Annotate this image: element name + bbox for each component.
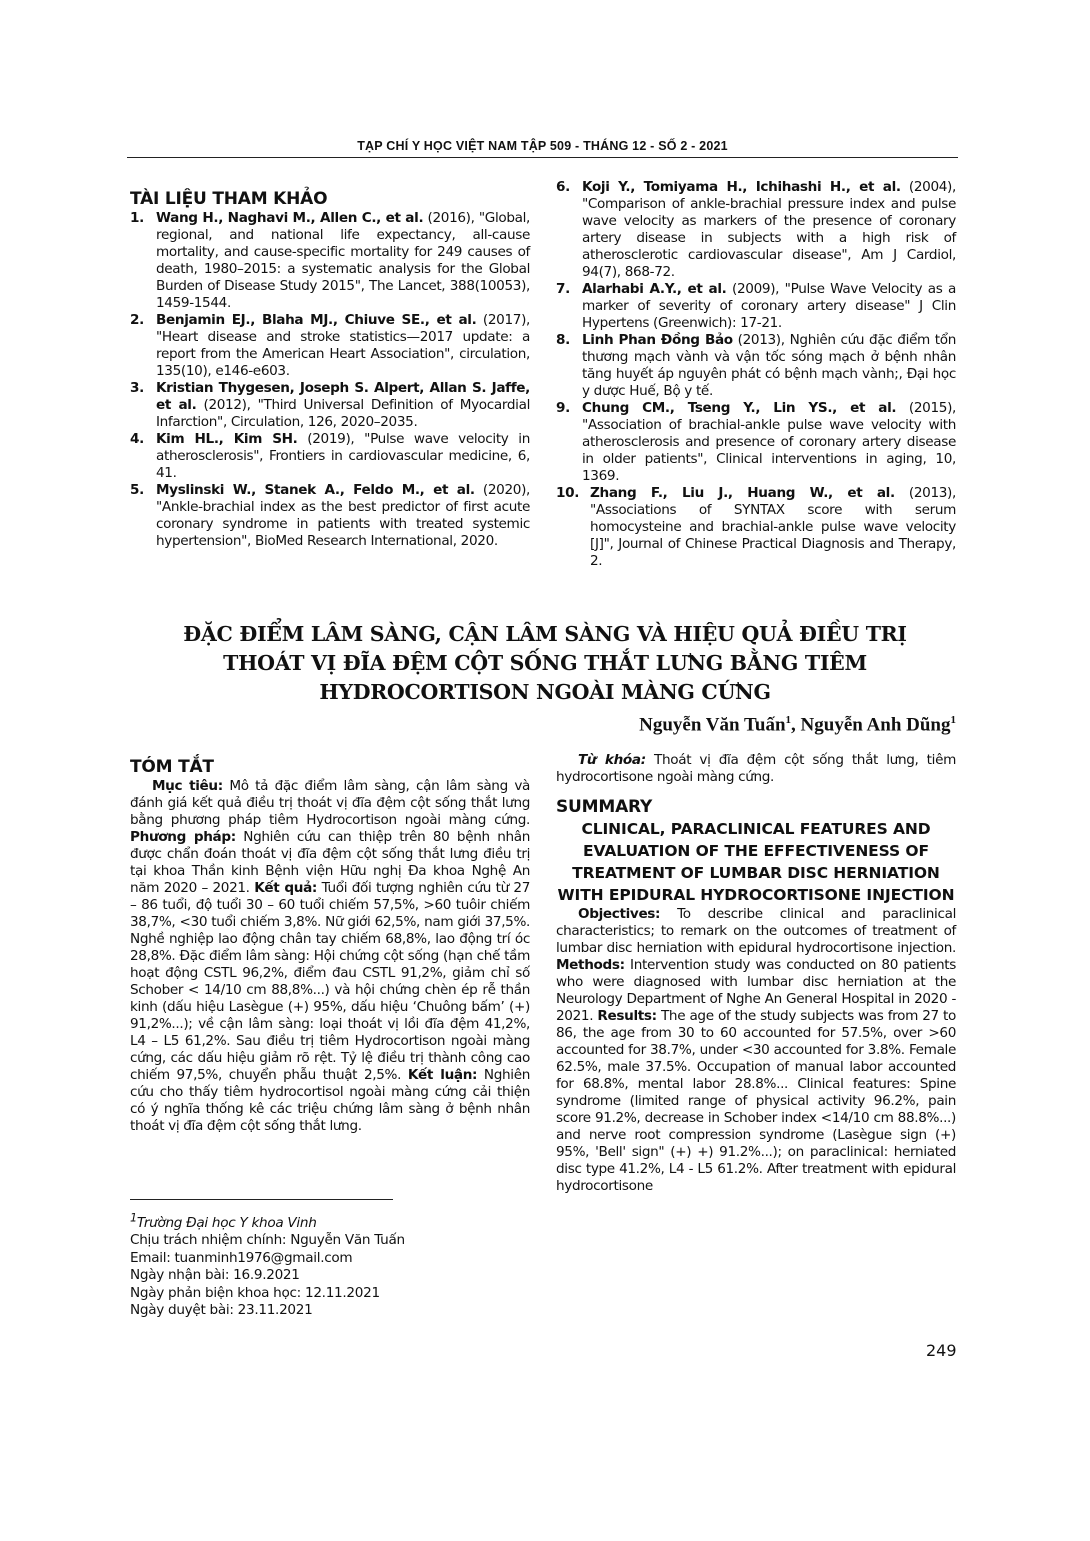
conclusion-text: Nghiên cứu cho thấy tiêm hydrocortisol ngoài màng cứng cải thiện có ý nghĩa thống kê các triệu chứng lâm sàng ở bệnh nhân thoát vị đĩa đệm cột sống thắt lưng. xyxy=(130,1067,530,1134)
reference-item xyxy=(130,380,530,431)
reference-number: 8. xyxy=(556,332,570,348)
objectives-label: Objectives: xyxy=(578,906,661,922)
methods-label: Phương pháp: xyxy=(130,829,236,845)
reference-item xyxy=(556,332,956,400)
reference-item xyxy=(556,485,956,570)
objectives-text: To describe clinical and paraclinical characteristics; to remark on the outcomes of treatment of lumbar disc herniation with epidural hydrocortisone injection. xyxy=(556,906,956,956)
reference-number: 2. xyxy=(130,312,144,328)
responsible-author: Chịu trách nhiệm chính: Nguyễn Văn Tuấn xyxy=(130,1232,405,1249)
keywords xyxy=(556,752,956,786)
reference-item xyxy=(130,210,530,312)
reference-number: 9. xyxy=(556,400,570,416)
reference-number: 10. xyxy=(556,485,580,501)
reference-details: (2013), "Associations of SYNTAX score with serum homocysteine and brachial-ankle pulse wave velocity [J]", Journal of Chinese Practical Diagnosis and Therapy, 2. xyxy=(590,485,956,569)
objective-text: Mô tả đặc điểm lâm sàng, cận lâm sàng và đánh giá kết quả điều trị thoát vị đĩa đệm cột sống thắt lưng bằng phương pháp tiêm Hydrocortison ngoài màng cứng. xyxy=(130,778,530,828)
author-affiliation-mark: 1 xyxy=(785,714,792,726)
reference-number: 7. xyxy=(556,281,570,297)
summary-title: CLINICAL, PARACLINICAL FEATURES AND EVALUATION OF THE EFFECTIVENESS OF TREATMENT OF LUMBAR DISC HERNIATION WITH EPIDURAL HYDROCORTISONE INJECTION xyxy=(557,820,955,904)
reference-item xyxy=(556,179,956,281)
reference-details: (2019), "Pulse wave velocity in atherosclerosis", Frontiers in cardiovascular medicine, 6, 41. xyxy=(156,431,530,481)
reference-authors: Chung CM., Tseng Y., Lin YS., et al. xyxy=(582,400,897,416)
reference-number: 4. xyxy=(130,431,144,447)
methods-text: Nghiên cứu can thiệp trên 80 bệnh nhân được chẩn đoán thoát vị đĩa đệm cột sống thắt lưng điều trị tại khoa Thần kinh Bệnh viện Hữu nghị Đa khoa Nghệ An năm 2020 – 2021. xyxy=(130,829,530,896)
reference-authors: Zhang F., Liu J., Huang W., et al. xyxy=(590,485,895,501)
reference-item xyxy=(556,281,956,332)
accepted-date: Ngày duyệt bài: 23.11.2021 xyxy=(130,1302,313,1319)
reference-list xyxy=(556,179,956,570)
references-right-column xyxy=(556,179,956,570)
abstract-body xyxy=(130,778,530,1202)
reviewed-date: Ngày phản biện khoa học: 12.11.2021 xyxy=(130,1284,380,1301)
journal-header: TẠP CHÍ Y HỌC VIỆT NAM TẬP 509 - THÁNG 12 - SỐ 2 - 2021 xyxy=(357,139,728,153)
keywords-text: Thoát vị đĩa đệm cột sống thắt lưng, tiêm hydrocortisone ngoài màng cứng. xyxy=(556,752,956,785)
reference-item xyxy=(130,482,530,550)
methods-label: Methods: xyxy=(556,957,625,973)
keywords-label: Từ khóa: xyxy=(578,752,646,768)
page-number: 249 xyxy=(926,1341,957,1360)
results-label: Results: xyxy=(597,1008,657,1024)
reference-item xyxy=(130,312,530,380)
author-separator: , xyxy=(791,714,801,736)
reference-details: (2017), "Heart disease and stroke statistics—2017 update: a report from the American Heart Association", circulation, 135(10), e146-e603. xyxy=(156,312,530,379)
reference-item xyxy=(556,400,956,485)
abstract-heading: TÓM TẮT xyxy=(130,757,214,777)
reference-authors: Kristian Thygesen, Joseph S. Alpert, Allan S. Jaffe, et al. xyxy=(156,380,530,413)
reference-details: (2015), "Association of brachial-ankle pulse wave velocity with atherosclerosis and presence of coronary artery disease in older patients", Clinical interventions in aging, 10, 1369. xyxy=(582,400,956,484)
summary-heading: SUMMARY xyxy=(556,797,653,817)
summary-body xyxy=(556,906,956,1195)
results-text: Tuổi đối tượng nghiên cứu từ 27 – 86 tuổi, độ tuổi 30 – 60 tuổi chiếm 57,5%, >60 tuôir chiếm 38,7%, <30 tuổi chiếm 3,8%. Nữ giới 62,5%, nam giới 37,5%. Nghề nghiệp lao động chân tay chiếm 68,8%, lao động trí óc 28,8%. Đặc điểm lâm sàng: Hội chứng cột sống (hạn chế tầm hoạt động CSTL 96,2%, điểm đau CSTL 91,2%, giảm chỉ số Schober < 14/10 cm 88,8%...) và hội chứng chèn ép rễ thần kinh (dấu hiệu Lasègue (+) 95%, dấu hiệu ‘Chuông bấm’ (+) 91,2%...); về cận lâm sàng: loại thoát vị lồi đĩa đệm 41,2%, L4 – L5 61,2%. Sau điều trị tiêm Hydrocortison ngoài màng cứng, các dấu hiệu giảm rõ rệt. Tỷ lệ điều trị thành công cao chiếm 97,5%, chuyển phẫu thuật 2,5%. xyxy=(130,880,530,1083)
affiliation: Trường Đại học Y khoa Vinh xyxy=(136,1214,317,1231)
reference-list xyxy=(130,210,530,550)
abstract-vietnamese xyxy=(130,756,530,1202)
reference-number: 3. xyxy=(130,380,144,396)
reference-authors: Myslinski W., Stanek A., Feldo M., et al. xyxy=(156,482,475,498)
reference-number: 1. xyxy=(130,210,144,226)
results-label: Kết quả: xyxy=(254,880,318,896)
reference-authors: Koji Y., Tomiyama H., Ichihashi H., et al. xyxy=(582,179,901,195)
methods-text: Intervention study was conducted on 80 patients who were diagnosed with lumbar disc herniation at the Neurology Department of Nghe An General Hospital in 2020 - 2021. xyxy=(556,957,956,1024)
results-text: The age of the study subjects was from 27 to 86, the age from 30 to 60 accounted for 57.5%, over >60 accounted for 38.7%, under <30 accounted for 3.8%. Female 62.5%, male 37.5%. Occupation of manual labor accounted for 68.8%, mental labor 28.8%... Clinical features: Spine syndrome (limited range of physical activity 96.2%, pain score 91.2%, decrease in Schober index <14/10 cm 88.8%...) and nerve root compression syndrome (Lasègue sign (+) 95%, 'Bell' sign" (+) +) 91.2%...); on paraclinical: herniated disc type 41.2%, L4 - L5 61.2%. After treatment with epidural hydrocortisone xyxy=(556,1008,956,1194)
reference-details: (2013), Nghiên cứu đặc điểm tổn thương mạch vành và vận tốc sóng mạch ở bệnh nhân tăng huyết áp nguyên phát có bệnh mạch vành;, Đại học y dược Huế, Bộ y tế. xyxy=(582,332,956,399)
affiliation-mark: 1 xyxy=(130,1210,137,1224)
reference-authors: Benjamin EJ., Blaha MJ., Chiuve SE., et al. xyxy=(156,312,477,328)
author-affiliation-mark: 1 xyxy=(950,714,956,726)
reference-details: (2012), "Third Universal Definition of Myocardial Infarction", Circulation, 126, 2020–2035. xyxy=(156,397,530,430)
header-divider xyxy=(127,157,958,158)
author-name: Nguyễn Anh Dũng xyxy=(800,714,951,736)
article-title: ĐẶC ĐIỂM LÂM SÀNG, CẬN LÂM SÀNG VÀ HIỆU QUẢ ĐIỀU TRỊ THOÁT VỊ ĐĨA ĐỆM CỘT SỐNG THẮT LƯNG BẰNG TIÊM HYDROCORTISON NGOÀI MÀNG CỨNG xyxy=(183,622,907,704)
reference-details: (2009), "Pulse Wave Velocity as a marker of severity of coronary artery disease" J Clin Hypertens (Greenwich): 17-21. xyxy=(582,281,956,331)
reference-authors: Kim HL., Kim SH. xyxy=(156,431,298,447)
reference-details: (2020), "Ankle-brachial index as the best predictor of first acute coronary syndrome in patients with treated systemic hypertension", BioMed Research International, 2020. xyxy=(156,482,531,549)
abstract-right-column xyxy=(556,752,956,1195)
footnote-divider xyxy=(130,1199,393,1200)
reference-authors: Linh Phan Đồng Bảo xyxy=(582,332,733,348)
reference-number: 6. xyxy=(556,179,570,195)
reference-authors: Wang H., Naghavi M., Allen C., et al. xyxy=(156,210,424,226)
reference-number: 5. xyxy=(130,482,144,498)
reference-details: (2004), "Comparison of ankle-brachial pressure index and pulse wave velocity as markers of the presence of coronary artery disease in subjects with a high risk of atherosclerotic cardiovascular disease", Am J Cardiol, 94(7), 868-72. xyxy=(582,179,956,280)
received-date: Ngày nhận bài: 16.9.2021 xyxy=(130,1267,300,1284)
reference-authors: Alarhabi A.Y., et al. xyxy=(582,281,727,297)
reference-item xyxy=(130,431,530,482)
conclusion-label: Kết luận: xyxy=(407,1067,478,1083)
email: Email: tuanminh1976@gmail.com xyxy=(130,1249,353,1266)
references-left-column xyxy=(130,188,530,550)
article-authors xyxy=(639,714,956,736)
author-name: Nguyễn Văn Tuấn xyxy=(639,714,786,736)
footnote xyxy=(130,1209,405,1320)
reference-details: (2016), "Global, regional, and national life expectancy, all-cause mortality, and cause-specific mortality for 249 causes of death, 1980–2015: a systematic analysis for the Global Burden of Disease Study 2015", The Lancet, 388(10053), 1459-1544. xyxy=(156,210,530,311)
objective-label: Mục tiêu: xyxy=(152,778,223,794)
references-heading: TÀI LIỆU THAM KHẢO xyxy=(130,189,328,209)
